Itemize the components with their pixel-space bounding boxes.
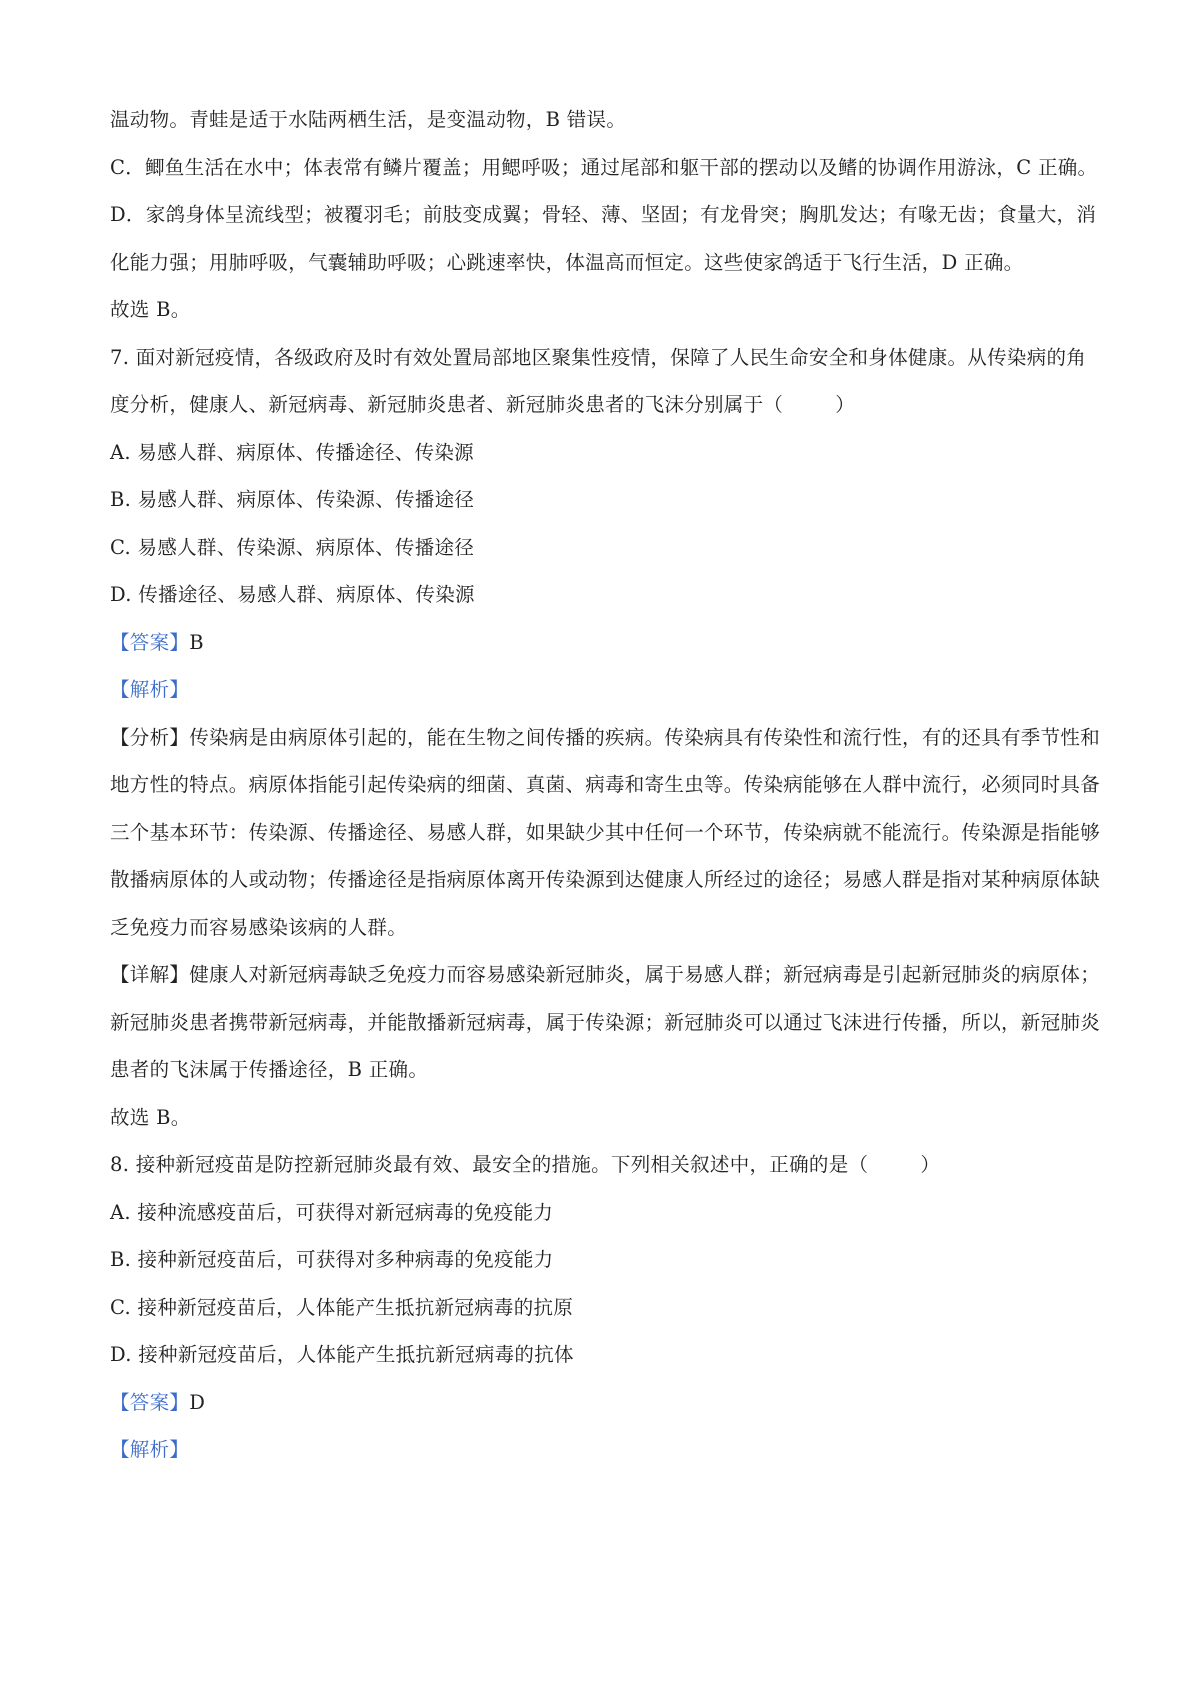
analysis-label: 【解析】: [110, 678, 190, 701]
question-7-option-c: C. 易感人群、传染源、病原体、传播途径: [110, 535, 475, 559]
fenxi-text: 传染病是由病原体引起的，能在生物之间传播的疾病。传染病具有传染性和流行性，有的还具有季节性和地方性的特点。病原体指能引起传染病的细菌、真菌、病毒和寄生虫等。传染病能够在人群中流行，必须同时具备三个基本环节：传染源、传播途径、易感人群，如果缺少其中任何一个环节，传染病就不能流行。传染源是指能够散播病原体的人或动物；传播途径是指病原体离开传染源到达健康人所经过的途径；易感人群是指对某种病原体缺乏免疫力而容易感染该病的人群。: [110, 725, 1101, 939]
question-8-stem: [110, 1141, 1100, 1189]
question-8-stem-close: ）: [920, 1153, 941, 1176]
question-8-analysis: [110, 1426, 1100, 1474]
question-7-fenxi: [110, 714, 1100, 952]
answer-label: 【答案】: [110, 1390, 190, 1414]
fenxi-label: 【分析】: [110, 725, 190, 749]
question-8-option-a: A. 接种流感疫苗后，可获得对新冠病毒的免疫能力: [110, 1200, 554, 1224]
question-8-stem-text: 8. 接种新冠疫苗是防控新冠肺炎最有效、最安全的措施。下列相关叙述中，正确的是（: [110, 1153, 869, 1176]
question-7-option-d: D. 传播途径、易感人群、病原体、传染源: [110, 583, 475, 606]
question-8-answer: [110, 1379, 1100, 1427]
conclusion-q6: 故选 B。: [110, 298, 191, 321]
question-7-stem-text: 7. 面对新冠疫情，各级政府及时有效处置局部地区聚集性疫情，保障了人民生命安全和身体健康。从传染病的角度分析，健康人、新冠病毒、新冠肺炎患者、新冠肺炎患者的飞沫分别属于（: [110, 345, 1087, 416]
answer-value: B: [189, 630, 204, 654]
question-7-analysis: [110, 666, 1100, 714]
question-8-option-c: C. 接种新冠疫苗后，人体能产生抵抗新冠病毒的抗原: [110, 1295, 574, 1319]
xiangjie-label: 【详解】: [110, 963, 190, 986]
paragraph-option-c: C．鲫鱼生活在水中；体表常有鳞片覆盖；用鳃呼吸；通过尾部和躯干部的摆动以及鳍的协调作用游泳，C 正确。: [110, 155, 1098, 179]
analysis-label: 【解析】: [110, 1438, 190, 1461]
question-7-xiangjie: [110, 951, 1100, 1094]
xiangjie-text: 健康人对新冠病毒缺乏免疫力而容易感染新冠肺炎，属于易感人群；新冠病毒是引起新冠肺炎的病原体；新冠肺炎患者携带新冠病毒，并能散播新冠病毒，属于传染源；新冠肺炎可以通过飞沫进行传播，所以，新冠肺炎患者的飞沫属于传播途径，B 正确。: [110, 963, 1101, 1081]
document-page: [110, 96, 1100, 1474]
answer-label: 【答案】: [110, 630, 190, 654]
question-8-option-b: B. 接种新冠疫苗后，可获得对多种病毒的免疫能力: [110, 1248, 554, 1271]
question-8-option-d: D. 接种新冠疫苗后，人体能产生抵抗新冠病毒的抗体: [110, 1343, 574, 1366]
paragraph-option-b-tail: 温动物。青蛙是适于水陆两栖生活，是变温动物，B 错误。: [110, 108, 627, 131]
question-7-option-a: A. 易感人群、病原体、传播途径、传染源: [110, 440, 474, 464]
question-7-answer: [110, 619, 1100, 667]
question-7-option-b: B. 易感人群、病原体、传染源、传播途径: [110, 488, 475, 511]
question-7-stem-close: ）: [835, 393, 856, 416]
question-7-stem: [110, 334, 1100, 429]
answer-value: D: [189, 1390, 206, 1414]
question-7-conclusion: 故选 B。: [110, 1105, 191, 1129]
paragraph-option-d: D．家鸽身体呈流线型；被覆羽毛；前肢变成翼；骨轻、薄、坚固；有龙骨突；胸肌发达；有喙无齿；食量大，消化能力强；用肺呼吸，气囊辅助呼吸；心跳速率快，体温高而恒定。这些使家鸽适于飞行生活，D 正确。: [110, 203, 1097, 274]
